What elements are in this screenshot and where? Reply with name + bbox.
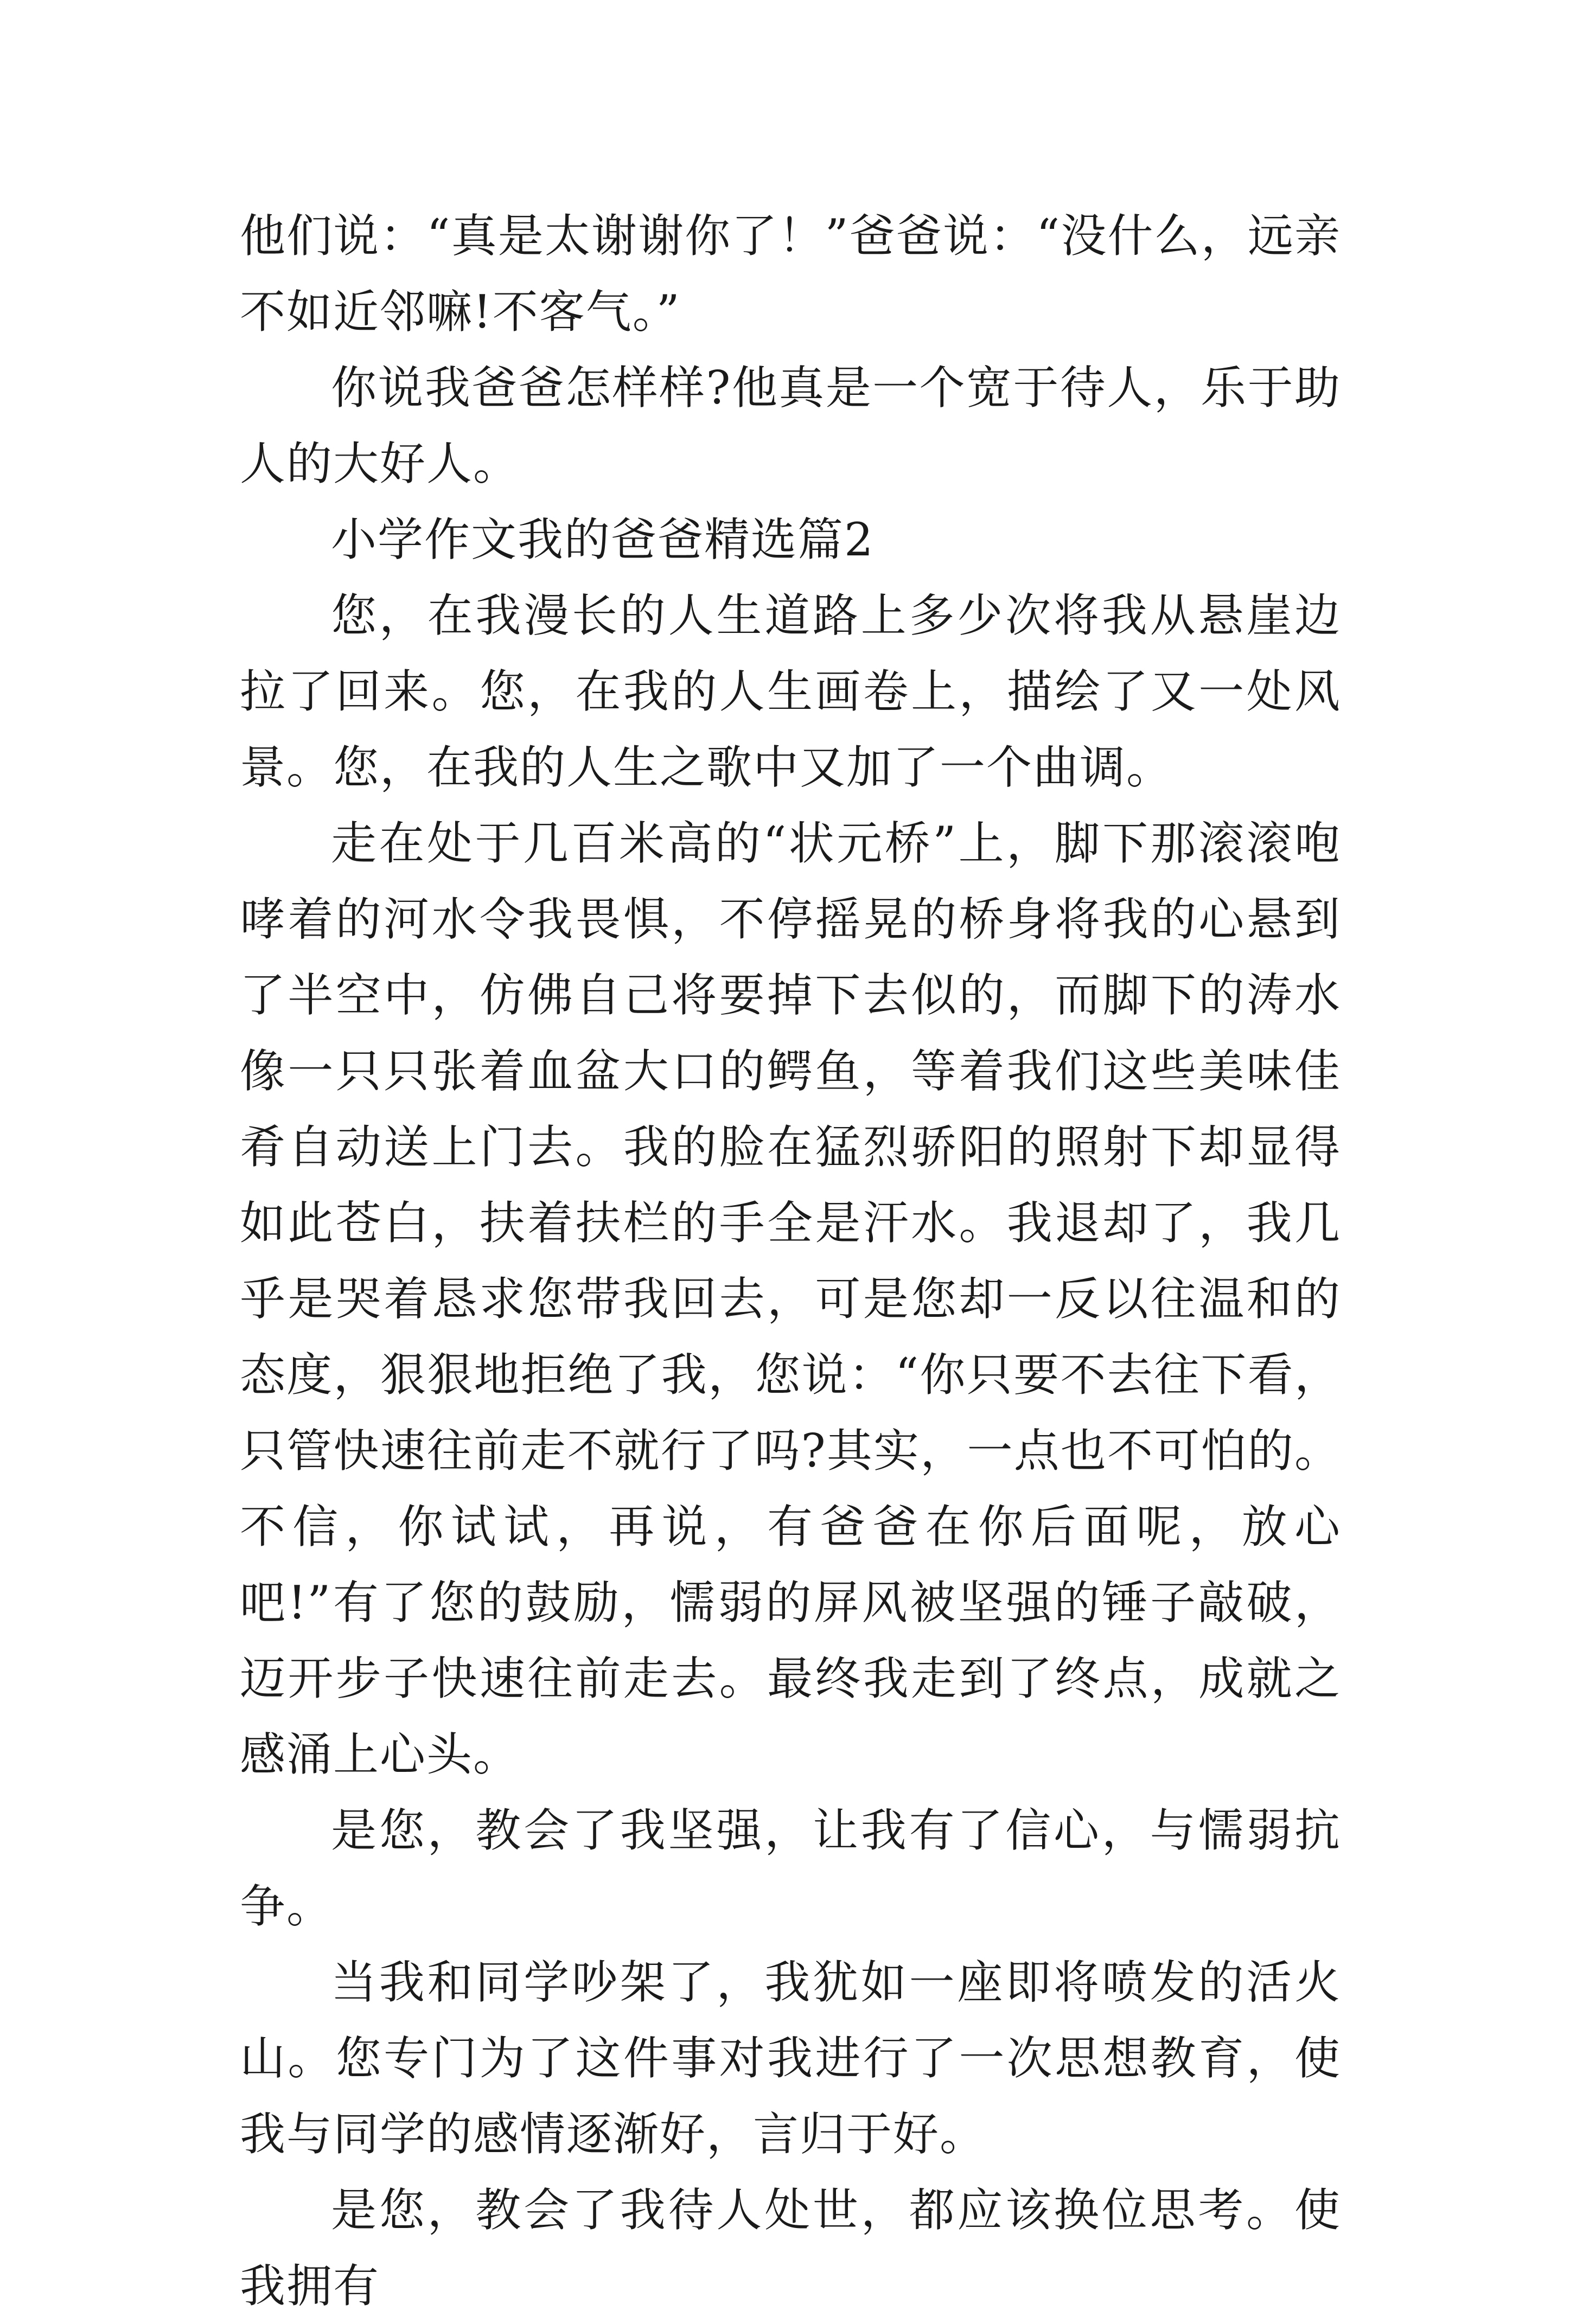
- paragraph-3: 您，在我漫长的人生道路上多少次将我从悬崖边拉了回来。您，在我的人生画卷上，描绘了又一处风景。您，在我的人生之歌中又加了一个曲调。: [240, 589, 1341, 794]
- paragraph-1: 他们说：“真是太谢谢你了！”爸爸说：“没什么，远亲不如近邻嘛!不客气。”: [240, 209, 1341, 338]
- paragraph-6: 当我和同学吵架了，我犹如一座即将喷发的活火山。您专门为了这件事对我进行了一次思想教育，使我与同学的感情逐渐好，言归于好。: [240, 1956, 1341, 2161]
- paragraph-4: 走在处于几百米高的“状元桥”上，脚下那滚滚咆哮着的河水令我畏惧，不停摇晃的桥身将我的心悬到了半空中，仿佛自己将要掉下去似的，而脚下的涛水像一只只张着血盆大口的鳄鱼，等着我们这些美味佳肴自动送上门去。我的脸在猛烈骄阳的照射下却显得如此苍白，扶着扶栏的手全是汗水。我退却了，我几乎是哭着恳求您带我回去，可是您却一反以往温和的态度，狠狠地拒绝了我，您说：“你只要不去往下看，只管快速往前走不就行了吗?其实，一点也不可怕的。不信，你试试，再说，有爸爸在你后面呢，放心吧!”有了您的鼓励，懦弱的屏风被坚强的锤子敲破，迈开步子快速往前走去。最终我走到了终点，成就之感涌上心头。: [240, 817, 1341, 1781]
- paragraph-2: 你说我爸爸怎样样?他真是一个宽于待人，乐于助人的大好人。: [240, 361, 1341, 490]
- paragraph-5: 是您，教会了我坚强，让我有了信心，与懦弱抗争。: [240, 1804, 1341, 1933]
- paragraph-7: 是您，教会了我待人处世，都应该换位思考。使我拥有: [240, 2184, 1341, 2313]
- section-heading: 小学作文我的爸爸精选篇2: [331, 513, 875, 566]
- document-body: [240, 198, 1341, 2324]
